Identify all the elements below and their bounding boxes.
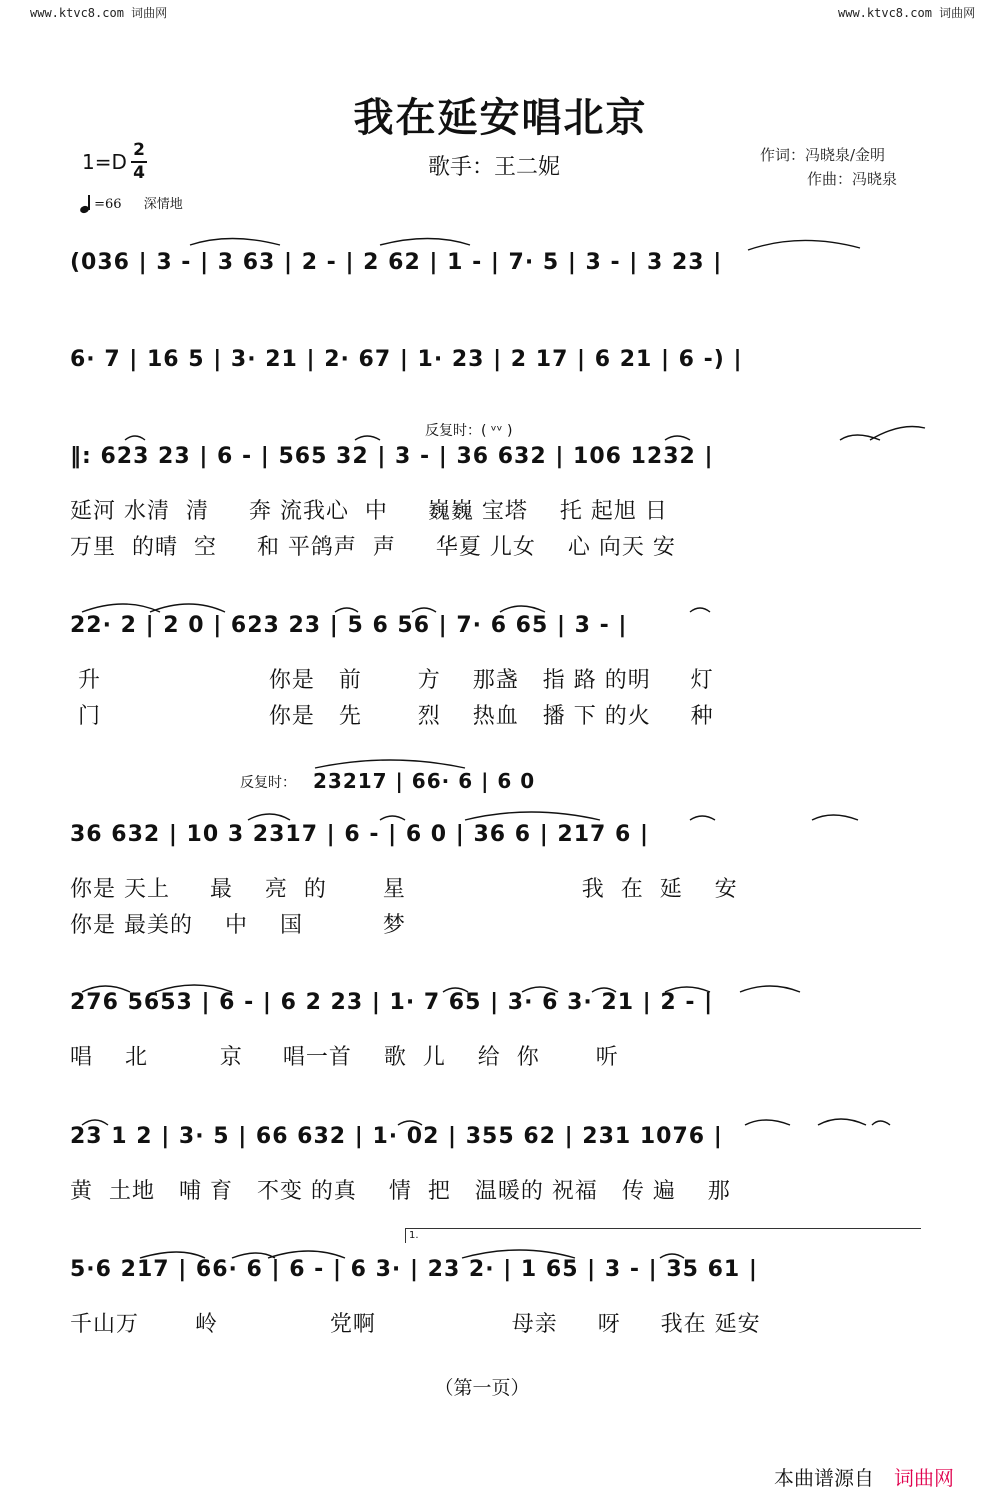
composer-credit: 作曲：冯晓泉	[807, 170, 898, 188]
lyric-line-3a: 延河 水清 清 奔 流我心 中 巍巍 宝塔 托 起旭 日	[70, 499, 668, 524]
source-credit	[774, 1462, 954, 1491]
song-title: 我在延安唱北京	[353, 95, 648, 141]
expression-mark: 深情地	[143, 197, 183, 212]
lyric-line-5b: 你是 最美的 中 国 梦	[70, 913, 406, 938]
singer-label: 歌手：王二妮	[428, 155, 561, 180]
lyric-line-6: 唱 北 京 唱一首 歌 儿 给 你 听	[70, 1045, 619, 1070]
page-number: （第一页）	[434, 1377, 530, 1399]
score-line-8: 5·6 217 | 66· 6 | 6 - | 6 3· | 23 2· | 1 65 | 3 - | 35 61 |	[70, 1257, 758, 1282]
source-brand[interactable]: 词曲网	[894, 1466, 954, 1490]
score-line-1: (036 | 3 - | 3 63 | 2 - | 2 62 | 1 - | 7· 5 | 3 - | 3 23 |	[70, 250, 723, 275]
first-ending-bracket	[405, 1228, 921, 1243]
repeat-label-1: 反复时：( ᵛᵛ )	[425, 423, 513, 439]
time-signature-bottom: 4	[131, 161, 147, 184]
score-line-3: ‖: 623 23 | 6 - | 565 32 | 3 - | 36 632 | 106 1232 |	[70, 444, 714, 469]
lyric-line-4b: 门 你是 先 烈 热血 播 下 的火 种	[70, 704, 714, 729]
score-line-2: 6· 7 | 16 5 | 3· 21 | 2· 67 | 1· 23 | 2 17 | 6 21 | 6 -) |	[70, 347, 743, 372]
source-label: 本曲谱源自	[774, 1466, 874, 1490]
watermark-left: www.ktvc8.com 词曲网	[30, 6, 168, 20]
score-line-6: 276 5653 | 6 - | 6 2 23 | 1· 7 65 | 3· 6 3· 21 | 2 - |	[70, 990, 714, 1015]
alt-repeat-line: 23217 | 66· 6 | 6 0	[313, 769, 536, 793]
time-signature-top: 2	[133, 140, 145, 160]
watermark-right: www.ktvc8.com 词曲网	[838, 6, 976, 20]
score-line-5: 36 632 | 10 3 2317 | 6 - | 6 0 | 36 6 | 217 6 |	[70, 822, 649, 847]
lyric-line-7: 黄 土地 哺 育 不变 的真 情 把 温暖的 祝福 传 遍 那	[70, 1179, 731, 1204]
score-line-4: 22· 2 | 2 0 | 623 23 | 5 6 56 | 7· 6 65 | 3 - |	[70, 613, 628, 638]
lyricist-credit: 作词：冯晓泉/金明	[760, 146, 886, 164]
lyric-line-4a: 升 你是 前 方 那盏 指 路 的明 灯	[70, 668, 714, 693]
key-signature: 1=D	[82, 150, 127, 174]
lyric-line-3b: 万里 的晴 空 和 平鸽声 声 华夏 儿女 心 向天 安	[70, 535, 676, 560]
repeat-label-2: 反复时：	[240, 775, 296, 791]
first-ending-label: 1.	[409, 1230, 419, 1241]
lyric-line-8: 千山万 岭 党啊 母亲 呀 我在 延安	[70, 1312, 761, 1337]
tempo-value: =66	[94, 197, 122, 212]
lyric-line-5a: 你是 天上 最 亮 的 星 我 在 延 安	[70, 877, 738, 902]
score-line-7: 23 1 2 | 3· 5 | 66 632 | 1· 02 | 355 62 | 231 1076 |	[70, 1124, 723, 1149]
